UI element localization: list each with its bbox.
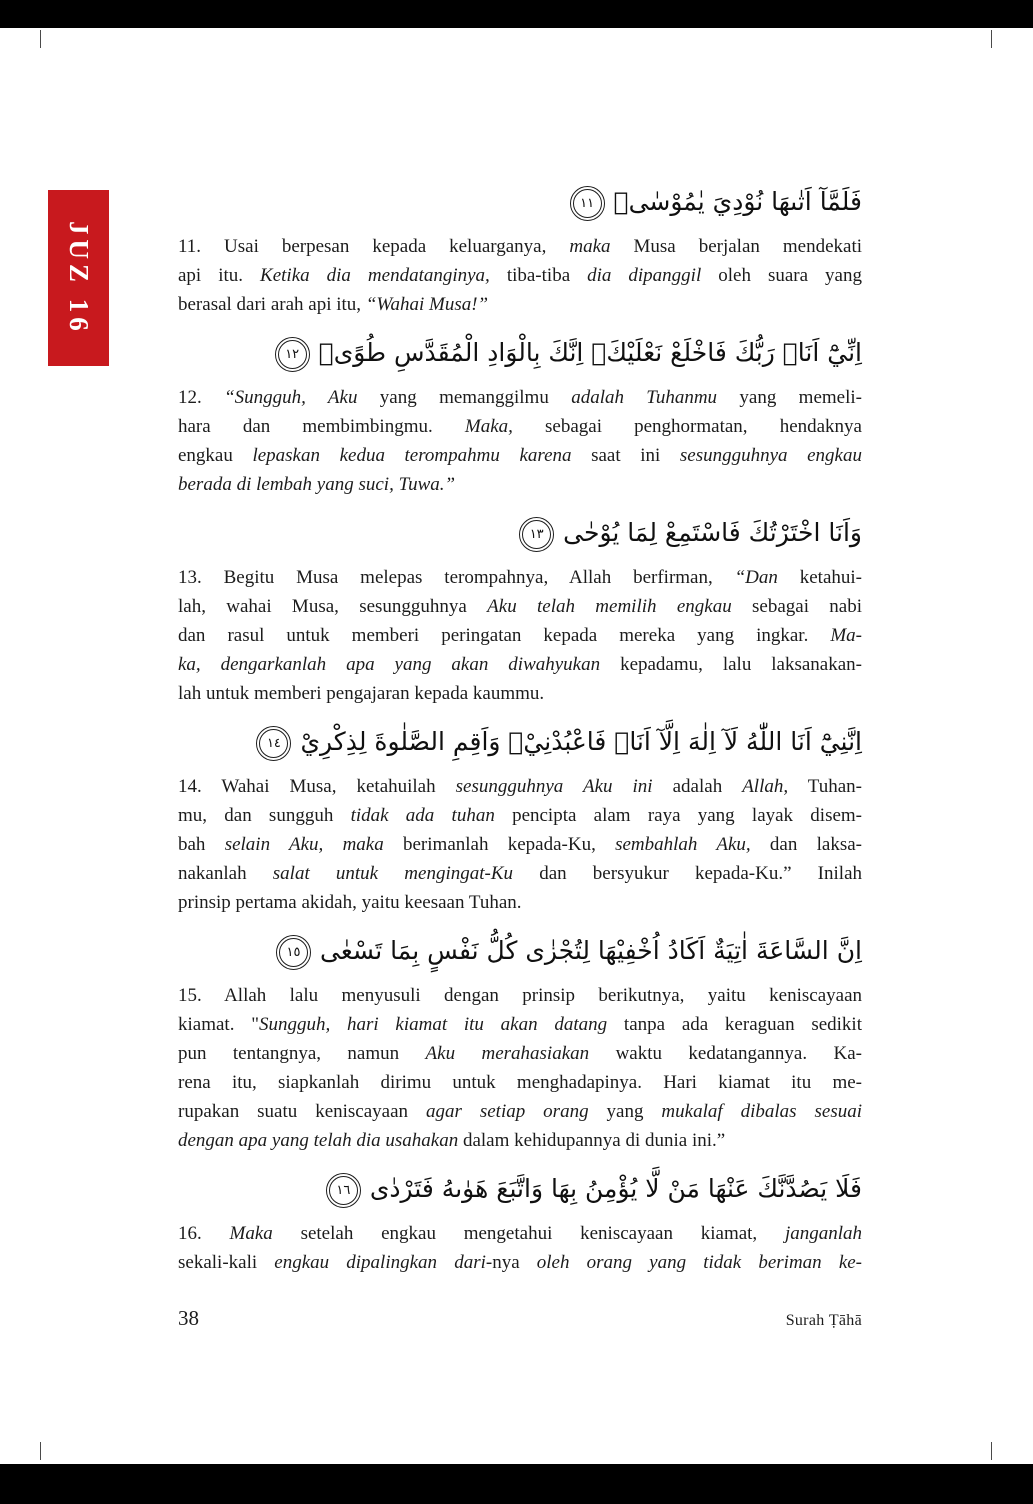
ayah-number: ١٢ [285, 346, 300, 362]
translation-line: ka, dengarkanlah apa yang akan diwahyukan kepadamu, lalu laksanakan- [178, 654, 863, 675]
arabic-verse-line [178, 1167, 862, 1211]
ayah-end-marker-icon [329, 1176, 358, 1205]
translation-line: 14. Wahai Musa, ketahuilah sesungguhnya Aku ini adalah Allah, Tuhan- [178, 776, 862, 797]
translation-line: dan rasul untuk memberi peringatan kepada mereka yang ingkar. Ma- [178, 625, 862, 646]
verse-block [178, 331, 862, 499]
translation-line: rena itu, siapkanlah dirimu untuk menghadapinya. Hari kiamat itu me- [178, 1072, 862, 1093]
ayah-end-marker-icon [279, 938, 308, 967]
translation-line: lah, wahai Musa, sesungguhnya Aku telah memilih engkau sebagai nabi [178, 596, 862, 617]
verse-block [178, 929, 862, 1155]
crop-mark-bottom-left [40, 1442, 41, 1460]
arabic-text: اِنِّيْٓ اَنَا۠ رَبُّكَ فَاخْلَعْ نَعْلَيْكَۚ اِنَّكَ بِالْوَادِ الْمُقَدَّسِ طُوًىۗ [318, 338, 862, 367]
translation-paragraph [178, 981, 862, 1155]
content-column [178, 168, 862, 1289]
translation-line: 12. “Sungguh, Aku yang memanggilmu adalah Tuhanmu yang memeli- [178, 387, 862, 408]
translation-line: 11. Usai berpesan kepada keluarganya, maka Musa berjalan mendekati [178, 236, 863, 257]
juz-tab [48, 190, 109, 366]
translation-line: hara dan membimbingmu. Maka, sebagai penghormatan, hendaknya [178, 416, 862, 437]
arabic-verse-line [178, 511, 862, 555]
top-black-bar [0, 0, 1033, 28]
translation-paragraph [178, 772, 862, 917]
page-footer [178, 1306, 862, 1331]
ayah-end-marker-icon [522, 520, 551, 549]
page-number: 38 [178, 1306, 199, 1330]
footer-surah-title: Surah Ṭāhā [785, 1312, 862, 1329]
translation-line: pun tentangnya, namun Aku merahasiakan waktu kedatangannya. Ka- [178, 1043, 862, 1064]
translation-line: berasal dari arah api itu, “Wahai Musa!” [178, 294, 489, 315]
ayah-end-marker-icon [259, 729, 288, 758]
translation-line: api itu. Ketika dia mendatanginya, tiba-tiba dia dipanggil oleh suara yang [178, 265, 862, 286]
arabic-text: اِنَّ السَّاعَةَ اٰتِيَةٌ اَكَادُ اُخْفِيْهَا لِتُجْزٰى كُلُّ نَفْسٍ بِمَا تَسْعٰى [320, 936, 862, 965]
translation-line: rupakan suatu keniscayaan agar setiap orang yang mukalaf dibalas sesuai [178, 1101, 862, 1122]
arabic-text: اِنَّنِيْٓ اَنَا اللّٰهُ لَآ اِلٰهَ اِلَّآ اَنَا۠ فَاعْبُدْنِيْۙ وَاَقِمِ الصَّلٰوةَ لِذِكْرِيْ [300, 727, 862, 756]
translation-line: bah selain Aku, maka berimanlah kepada-Ku, sembahlah Aku, dan laksa- [178, 834, 862, 855]
juz-tab-label: JUZ 16 [64, 220, 94, 336]
translation-line: sekali-kali engkau dipalingkan dari-nya oleh orang yang tidak beriman ke- [178, 1252, 863, 1273]
translation-paragraph [178, 563, 862, 708]
arabic-text: فَلَمَّآ اَتٰىهَا نُوْدِيَ يٰمُوْسٰىۙ [613, 187, 862, 216]
arabic-text: فَلَا يَصُدَّنَّكَ عَنْهَا مَنْ لَّا يُؤْمِنُ بِهَا وَاتَّبَعَ هَوٰىهُ فَتَرْدٰى [369, 1174, 862, 1203]
arabic-text: وَاَنَا اخْتَرْتُكَ فَاسْتَمِعْ لِمَا يُوْحٰى [563, 518, 862, 547]
ayah-number: ١٣ [529, 526, 544, 542]
translation-line: 15. Allah lalu menyusuli dengan prinsip berikutnya, yaitu keniscayaan [178, 985, 862, 1006]
translation-paragraph [178, 1219, 862, 1277]
translation-line: kiamat. "Sungguh, hari kiamat itu akan datang tanpa ada keraguan sedikit [178, 1014, 862, 1035]
ayah-number: ١٤ [266, 735, 281, 751]
arabic-verse-line [178, 720, 862, 764]
translation-paragraph [178, 232, 862, 319]
ayah-number: ١٥ [286, 944, 301, 960]
translation-line: berada di lembah yang suci, Tuwa.” [178, 474, 456, 495]
translation-line: mu, dan sungguh tidak ada tuhan pencipta alam raya yang layak disem- [178, 805, 863, 826]
crop-mark-top-right [991, 30, 992, 48]
ayah-end-marker-icon [278, 340, 307, 369]
crop-mark-top-left [40, 30, 41, 48]
translation-line: prinsip pertama akidah, yaitu keesaan Tuhan. [178, 892, 522, 913]
ayah-number: ١٦ [336, 1182, 351, 1198]
translation-line: nakanlah salat untuk mengingat-Ku dan bersyukur kepada-Ku.” Inilah [178, 863, 863, 884]
translation-paragraph [178, 383, 862, 499]
translation-line: dengan apa yang telah dia usahakan dalam kehidupannya di dunia ini.” [178, 1130, 726, 1151]
arabic-verse-line [178, 929, 862, 973]
translation-line: engkau lepaskan kedua terompahmu karena saat ini sesungguhnya engkau [178, 445, 862, 466]
arabic-verse-line [178, 331, 862, 375]
bottom-black-bar [0, 1464, 1033, 1504]
verse-block [178, 180, 862, 319]
ayah-number: ١١ [580, 195, 595, 211]
ayah-end-marker-icon [573, 189, 602, 218]
arabic-verse-line [178, 180, 862, 224]
crop-mark-bottom-right [991, 1442, 992, 1460]
translation-line: 16. Maka setelah engkau mengetahui keniscayaan kiamat, janganlah [178, 1223, 863, 1244]
verse-block [178, 1167, 862, 1277]
translation-line: 13. Begitu Musa melepas terompahnya, Allah berfirman, “Dan ketahui- [178, 567, 862, 588]
verse-block [178, 511, 862, 708]
verse-block [178, 720, 862, 917]
translation-line: lah untuk memberi pengajaran kepada kaummu. [178, 683, 545, 704]
